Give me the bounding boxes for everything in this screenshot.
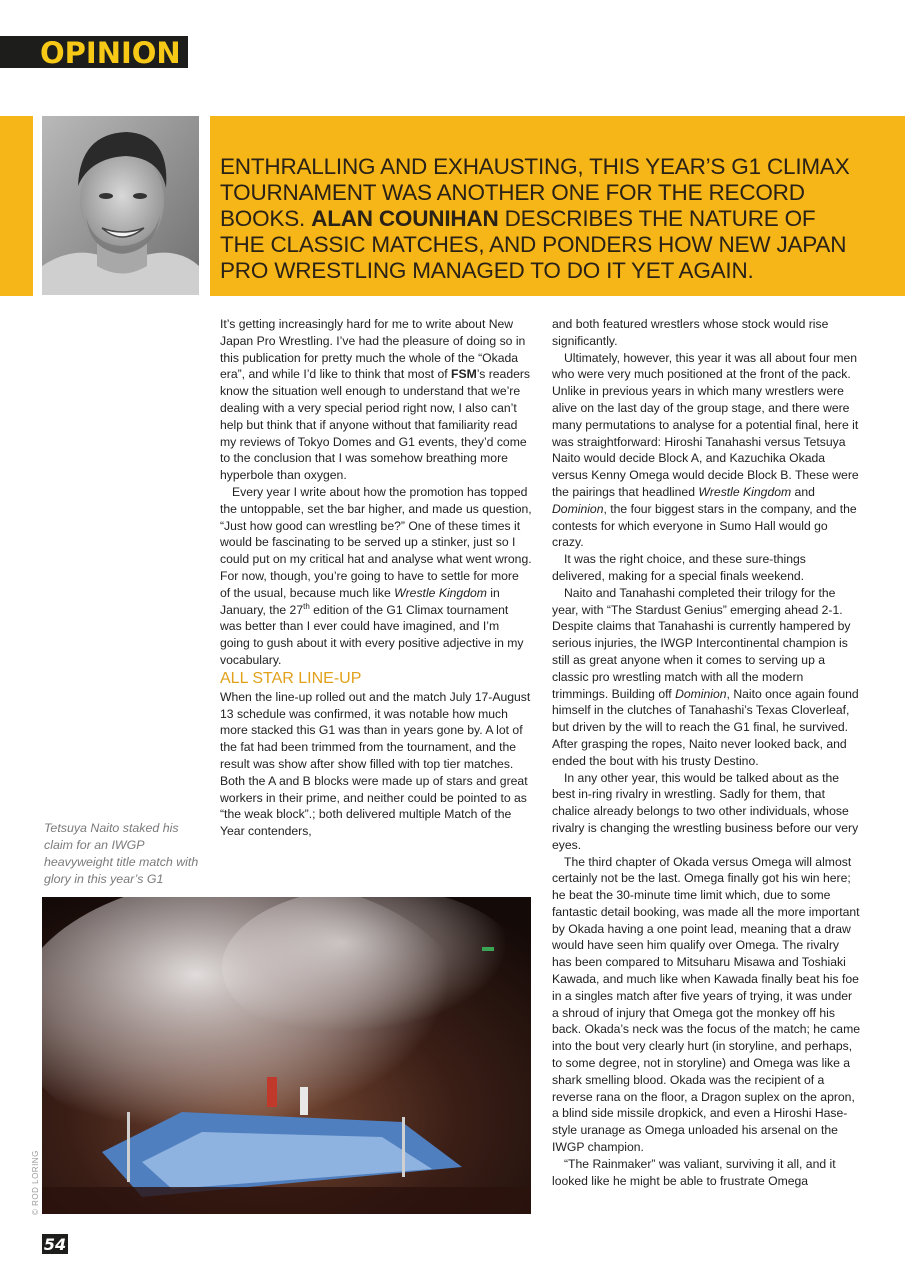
intro-text-start: ENTHRALLING AND EXHAUSTING, THIS YEAR’S G1 CLIMAX TOURNAMENT WAS ANOTHER ONE FOR THE RECORD BOOKS.: [220, 154, 850, 231]
paragraph: The third chapter of Okada versus Omega will almost certainly not be the last. Omega finally got his win here; he beat the 30-minute time limit which, due to some fantastic detail booking, was made all the more important by Okada having a one point lead, meaning that a draw would have seen him qualify over Omega. The rivalry has been compared to Mitsuharu Misawa and Toshiaki Kawada, and much like when Kawada finally beat his foe in a singles match after five years of trying, it was under a shroud of injury that Omega got the monkey off his back. Okada’s neck was the focus of the match; he came into the bout very clearly hurt (in storyline, and perhaps, to some degree, not in storyline) and Omega was like a shark smelling blood. Okada was the recipient of a reverse rana on the floor, a Dragon suplex on the apron, a blind side missile dropkick, and even a Hiroshi Hase-style uranage as Omega unloaded his arsenal on the IWGP champion.: [552, 854, 861, 1155]
photo-caption: Tetsuya Naito staked his claim for an IWGP heavyweight title match with glory in this year’s G1: [44, 821, 199, 886]
paragraph: It was the right choice, and these sure-things delivered, making for a special finals weekend.: [552, 552, 806, 583]
section-subheading: ALL STAR LINE-UP: [220, 669, 362, 687]
intro-text-end: DESCRIBES THE NATURE OF THE CLASSIC MATCHES, AND PONDERS HOW NEW JAPAN PRO WRESTLING MANAGED TO DO IT YET AGAIN.: [220, 206, 847, 283]
arena-photo: [42, 897, 531, 1214]
intro-band-left: [0, 116, 33, 296]
page-number: 54: [43, 1235, 67, 1254]
paragraph: When the line-up rolled out and the match July 17-August 13 schedule was confirmed, it was notable how much more stacked this G1 was than in years gone by. A lot of the fat had been trimmed from the tournament, and the result was show after show filled with top tier matches. Both the A and B blocks were made up of stars and great workers in their prime, and neither could be pointed to as “the weak block”.; both delivered multiple Match of the Year contenders,: [220, 689, 531, 839]
paragraph: and both featured wrestlers whose stock would rise significantly.: [552, 317, 829, 348]
paragraph: In any other year, this would be talked about as the best in-ring rivalry in wrestling. Sadly for them, that chalice already belongs to two other individuals, whose rivalry is changing the wrestling business before our very eyes.: [552, 770, 859, 852]
paragraph: Ultimately, however, this year it was all about four men who were very much positioned at the front of the pack. Unlike in previous years in which many wrestlers were alive on the last day of the group stage, and there were many permutations to analyse for a potential final, here it was straightforward: Hiroshi Tanahashi versus Tetsuya Naito would decide Block A, and Kazuchika Okada versus Kenny Omega would decide Block B. These were the pairings that headlined Wrestle Kingdom and Dominion, the four biggest stars in the company, and the contests for which everyone in Sumo Hall would go crazy.: [552, 350, 859, 550]
paragraph: Naito and Tanahashi completed their trilogy for the year, with “The Stardust Genius” emerging ahead 2-1. Despite claims that Tanahashi is currently hampered by serious injuries, the IWGP Intercontinental champion is still as great anyone when it comes to serving up a classic pro wrestling match with all the modern trimmings. Building off Dominion, Naito once again found himself in the clutches of Tanahashi’s Texas Cloverleaf, but driven by the will to reach the G1 final, he survived. After grasping the ropes, Naito never looked back, and ended the bout with his trusty Destino.: [552, 585, 859, 768]
author-portrait: [42, 116, 199, 295]
intro-standfirst: [220, 154, 860, 284]
photo-credit: © ROD LORING: [31, 1150, 40, 1215]
section-tag: OPINION: [40, 36, 181, 70]
article-column-2: [552, 316, 862, 1189]
paragraph: It’s getting increasingly hard for me to write about New Japan Pro Wrestling. I’ve had the pleasure of doing so in this publication for pretty much the whole of the “Okada era”, and while I’d like to think that most of FSM’s readers know the situation well enough to understand that we’re dealing with a very special period right now, I also can’t help but think that if anyone without that familiarity read my reviews of Tokyo Domes and G1 events, they’d come to the conclusion that I was somehow breathing more hyperbole than oxygen.: [220, 317, 531, 483]
paragraph: “The Rainmaker” was valiant, surviving it all, and it looked like he might be able to frustrate Omega: [552, 1156, 836, 1188]
author-portrait-image: [42, 116, 199, 295]
paragraph: Every year I write about how the promotion has topped the untoppable, set the bar higher, and made us question, “Just how good can wrestling be?” One of these times it would be fascinating to be served up a stinker, just so I could put on my critical hat and analyse what went wrong. For now, though, you’re going to have to settle for more of the usual, because much like Wrestle Kingdom in January, the 27th edition of the G1 Climax tournament was better than I ever could have imagined, and I’m going to gush about it with every positive adjective in my vocabulary.: [220, 484, 532, 667]
magazine-abbrev: FSM: [451, 367, 477, 382]
article-column-1: [220, 316, 532, 840]
arena-photo-image: [42, 897, 531, 1214]
author-name: ALAN COUNIHAN: [311, 206, 499, 231]
